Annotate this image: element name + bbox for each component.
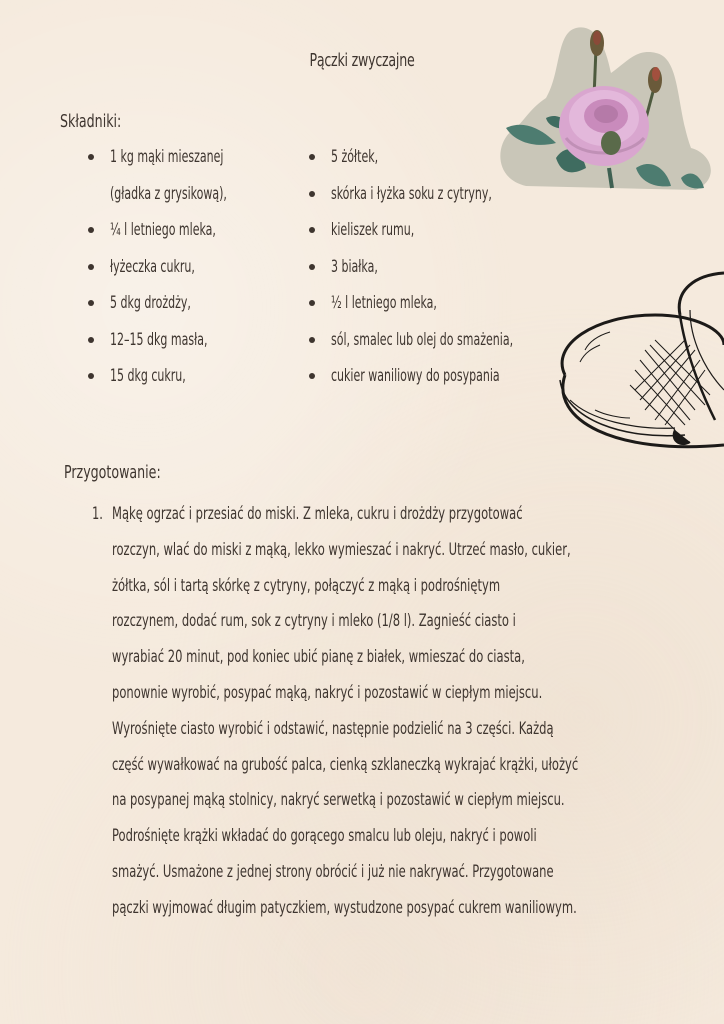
bullet-icon: [309, 300, 315, 306]
preparation-heading: Przygotowanie:: [64, 462, 161, 483]
step-line: część wywałkować na grubość palca, cienką szklaneczką wykrajać krążki, ułożyć: [112, 754, 579, 775]
bullet-icon: [309, 337, 315, 343]
bullet-icon: [309, 191, 315, 197]
ingredient-item-continuation: (gładka z grysikową),: [110, 183, 227, 204]
bullet-icon: [88, 264, 94, 270]
ingredient-item: 12–15 dkg masła,: [110, 326, 272, 363]
donut-sketch-icon: [545, 270, 724, 460]
bullet-icon: [88, 373, 94, 379]
step-line: pączki wyjmować długim patyczkiem, wystudzone posypać cukrem waniliowym.: [112, 897, 577, 918]
ingredient-item: ¼ l letniego mleka,: [110, 216, 272, 253]
ingredient-item: sól, smalec lub olej do smażenia,: [331, 326, 584, 363]
step-line: Podrośnięte krążki wkładać do gorącego smalcu lub oleju, nakryć i powoli: [112, 826, 537, 847]
ingredient-item: 1 kg mąki mieszanej: [110, 143, 272, 180]
step-line: na posypanej mąką stolnicy, nakryć serwetką i pozostawić w ciepłym miejscu.: [112, 790, 565, 811]
ingredient-item: 15 dkg cukru,: [110, 362, 272, 399]
ingredient-item: 5 dkg drożdży,: [110, 289, 272, 326]
bullet-icon: [309, 154, 315, 160]
ingredients-list-left: [110, 143, 272, 399]
ingredients-heading: Składniki:: [60, 111, 122, 132]
step-line: wyrabiać 20 minut, pod koniec ubić pianę z białek, wmieszać do ciasta,: [112, 647, 525, 668]
bullet-icon: [88, 154, 94, 160]
page-title: Pączki zwyczajne: [309, 50, 415, 71]
bullet-icon: [88, 337, 94, 343]
step-number: 1.: [92, 504, 103, 524]
ingredient-item: łyżeczka cukru,: [110, 253, 272, 290]
ingredient-item: skórka i łyżka soku z cytryny,: [331, 180, 584, 217]
bullet-icon: [309, 227, 315, 233]
step-line: rozczynem, dodać rum, sok z cytryny i mleko (1/8 l). Zagnieść ciasto i: [112, 611, 516, 632]
step-line: Mąkę ogrzać i przesiać do miski. Z mleka, cukru i drożdży przygotować: [112, 504, 523, 524]
ingredient-item: 3 białka,: [331, 253, 584, 290]
ingredient-item: ½ l letniego mleka,: [331, 289, 584, 326]
step-line: żółtka, sól i tartą skórkę z cytryny, połączyć z mąką i podrośniętym: [112, 575, 501, 596]
bullet-icon: [309, 264, 315, 270]
ingredient-item: 5 żółtek,: [331, 143, 584, 180]
ingredient-item: cukier waniliowy do posypania: [331, 362, 584, 399]
bullet-icon: [309, 373, 315, 379]
step-line: smażyć. Usmażone z jednej strony obrócić i już nie nakrywać. Przygotowane: [112, 861, 554, 882]
bullet-icon: [88, 227, 94, 233]
step-line: rozczyn, wlać do miski z mąką, lekko wymieszać i nakryć. Utrzeć masło, cukier,: [112, 539, 571, 560]
rose-illustration-icon: [486, 18, 716, 193]
step-line: Wyrośnięte ciasto wyrobić i odstawić, następnie podzielić na 3 części. Każdą: [112, 718, 554, 739]
ingredient-item: kieliszek rumu,: [331, 216, 584, 253]
step-line: ponownie wyrobić, posypać mąką, nakryć i pozostawić w ciepłym miejscu.: [112, 682, 543, 703]
bullet-icon: [88, 300, 94, 306]
step-text: [112, 497, 724, 927]
